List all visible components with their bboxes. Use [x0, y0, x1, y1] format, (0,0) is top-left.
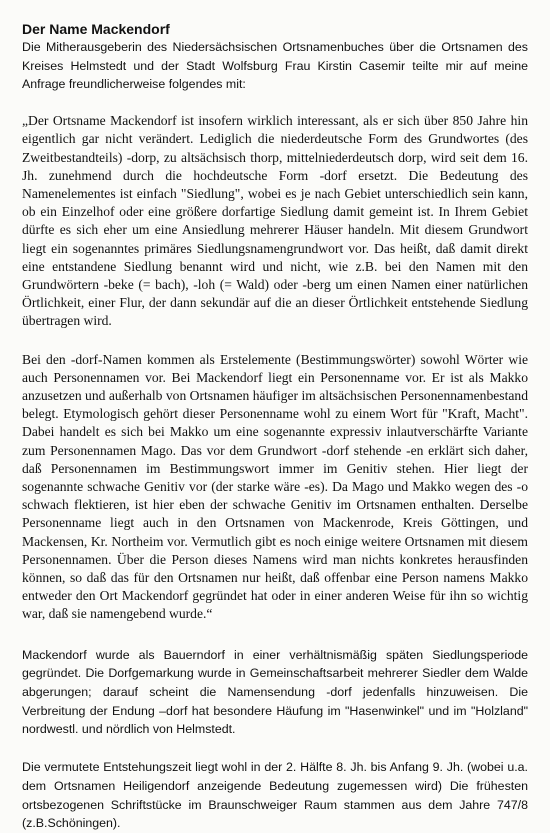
quote-paragraph-2: Bei den -dorf-Namen kommen als Erstelemente (Bestimmungswörter) sowohl Wörter wie auch Personennamen vor. Bei Mackendorf liegt ein Personenname vor. Er ist als Makko anzusetzen und außerhalb von Ortsnamen häufiger im altsächsischen Personennamenbestand belegt. Etymologisch gehört dieser Personenname wohl zu einem Wort für "Kraft, Macht". Dabei handelt es sich bei Makko um eine sogenannte expressiv inlautverschärfte Variante zum Personennamen Mago. Das vor dem Grundwort -dorf stehende -en erklärt sich daher, daß Personennamen im Bestimmungswort immer im Genitiv stehen. Hier liegt der sogenannte schwache Genitiv vor (der starke wäre -es). Da Mago und Makko wegen des -o schwach flektieren, ist hier eben der schwache Genitiv im Ortsnamen enthalten. Derselbe Personenname liegt auch in den Ortsnamen von Mackenrode, Kreis Göttingen, und Mackensen, Kr. Northeim vor. Vermutlich gibt es noch einige weitere Ortsnamen mit diesem Personennamen. Über die Person dieses Namens wird man nichts konkretes herausfinden können, so daß das für den Ortsnamen nur heißt, daß offenbar eine Person namens Makko entweder den Ort Mackendorf gegründet hat oder in einer anderen Weise für ihn so wichtig war, daß sie namengebend wurde.“	[22, 351, 528, 622]
document-title: Der Name Mackendorf	[22, 21, 170, 37]
quote-paragraph-1: „Der Ortsname Mackendorf ist insofern wirklich interessant, als er sich über 850 Jahre hin eigentlich gar nicht verändert. Lediglich die niederdeutsche Form des Grundwortes (des Zweitbestandteils) -dorp, zu altsächsisch thorp, mittelniederdeutsch dorp, wird seit dem 16. Jh. zunehmend durch die hochdeutsche Form -dorf ersetzt. Die Bedeutung des Namenelementes ist einfach "Siedlung", wobei es je nach Gebiet unterschiedlich sein kann, ob ein Einzelhof oder eine größere dorfartige Siedlung damit gemeint ist. In Ihrem Gebiet dürfte es sich eher um eine Ansiedlung mehrerer Häuser handeln. Mit diesem Grundwort liegt ein sogenanntes primäres Siedlungsnamengrundwort vor. Das heißt, daß damit direkt eine entstandene Siedlung benannt wird und nicht, wie z.B. bei den Namen mit den Grundwörtern -beke (= bach), -loh (= Wald) oder -berg um einen Namen einer natürlichen Örtlichkeit, einer Flur, der dann sekundär auf die an dieser Örtlichkeit entstehende Siedlung übertragen wird.	[22, 113, 528, 329]
settlement-paragraph: Mackendorf wurde als Bauerndorf in einer verhältnismäßig späten Siedlungsperiode gegründet. Die Dorfgemarkung wurde in Gemeinschaftsarbeit mehrerer Siedler dem Walde abgerungen; darauf scheint die Namensendung -dorf jedenfalls hinzuweisen. Die Verbreitung der Endung –dorf hat besondere Häufung im "Hasenwinkel" und im "Holzland" nordwestl. und nördlich von Helmstedt.	[22, 647, 528, 737]
dating-paragraph: Die vermutete Entstehungszeit liegt wohl in der 2. Hälfte 8. Jh. bis Anfang 9. Jh. (wobei u.a. dem Ortsnamen Heiligendorf anzeigende Bedeutung zugemessen wird) Die frühesten ortsbezogenen Schriftstücke im Braunschweiger Raum stammen aus dem Jahre 747/8 (z.B.Schöningen).	[22, 760, 528, 831]
intro-paragraph: Die Mitherausgeberin des Niedersächsischen Ortsnamenbuches über die Ortsnamen des Kreises Helmstedt und der Stadt Wolfsburg Frau Kirstin Casemir teilte mir auf meine Anfrage freundlicherweise folgendes mit:	[22, 40, 528, 92]
